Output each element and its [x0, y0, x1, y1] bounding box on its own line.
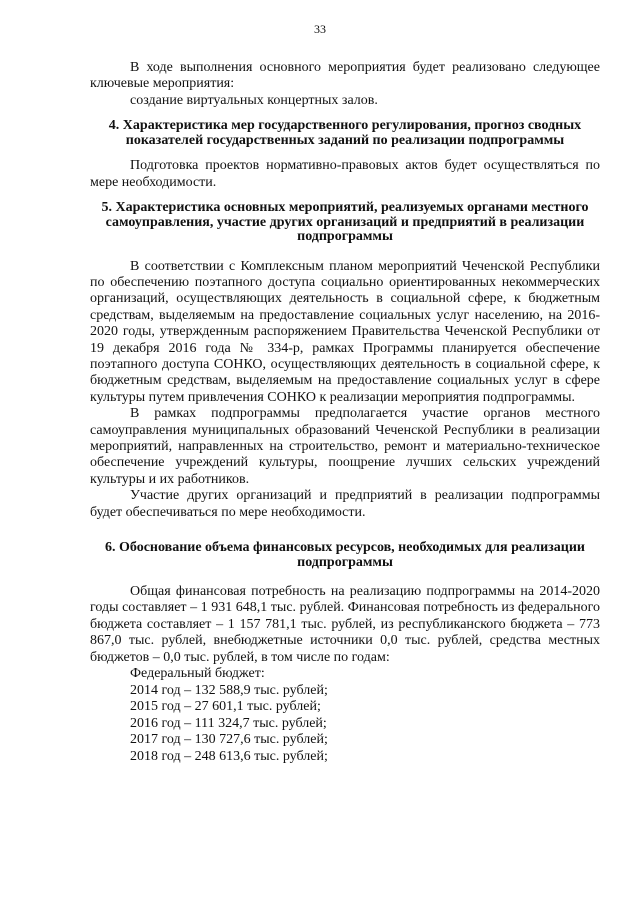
year-row-2018: 2018 год – 248 613,6 тыс. рублей; — [130, 749, 328, 765]
year-row-2014: 2014 год – 132 588,9 тыс. рублей; — [130, 682, 328, 698]
paragraph-financing: Общая финансовая потребность на реализацию подпрограммы на 2014-2020 годы составляет – 1 931 648,1 тыс. рублей. Финансовая потребность из федерального бюджета составляет – 1 157 781,1 тыс. рублей, из республиканского бюджета – 773 867,0 тыс. рублей, внебюджетные источники 0,0 тыс. рублей, средства местных бюджетов – 0,0 тыс. рублей, в том числе по годам: — [90, 584, 600, 665]
year-row-2017: 2017 год – 130 727,6 тыс. рублей; — [130, 732, 328, 748]
page-number: 33 — [314, 22, 326, 36]
heading-section-5: 5. Характеристика основных мероприятий, реализуемых органами местного самоуправления, участие других организаций и предприятий в реализации подпрограммы — [101, 200, 589, 245]
heading-section-6: 6. Обоснование объема финансовых ресурсов, необходимых для реализации подпрограммы — [105, 540, 585, 570]
document-body — [90, 60, 600, 766]
federal-budget-list — [90, 666, 600, 766]
paragraph-local-government: В рамках подпрограммы предполагается участие органов местного самоуправления муниципальных образований Чеченской Республики в реализации мероприятий, направленных на строительство, ремонт и материально-техническое обеспечение учреждений культуры, поощрение лучших сельских учреждений культуры и их работников. — [90, 406, 600, 487]
paragraph-legal-acts: Подготовка проектов нормативно-правовых актов будет осуществляться по мере необходимости. — [90, 158, 600, 190]
paragraph-sonko-plan: В соответствии с Комплексным планом мероприятий Чеченской Республики по обеспечению поэтапного доступа социально ориентированных некоммерческих организаций, осуществляющих деятельность в социальной сфере, к бюджетным средствам, выделяемым на предоставление социальных услуг населению, на 2016-2020 годы, утвержденным распоряжением Правительства Чеченской Республики от 19 декабря 2016 года № 334-р, рамках Программы планируется обеспечение поэтапного доступа СОНКО, осуществляющих деятельность в социальной сфере, к бюджетным средствам, выделяемым на предоставление социальных услуг в сфере культуры путем привлечения СОНКО к реализации мероприятия подпрограммы. — [90, 258, 600, 405]
paragraph-virtual-halls: создание виртуальных концертных залов. — [130, 92, 378, 108]
year-row-2015: 2015 год – 27 601,1 тыс. рублей; — [130, 699, 321, 715]
federal-budget-label: Федеральный бюджет: — [130, 666, 265, 682]
heading-section-4: 4. Характеристика мер государственного регулирования, прогноз сводных показателей государственных заданий по реализации подпрограммы — [108, 118, 582, 148]
paragraph-other-organizations: Участие других организаций и предприятий в реализации подпрограммы будет обеспечиваться по мере необходимости. — [90, 488, 600, 520]
paragraph-activities-intro: В ходе выполнения основного мероприятия будет реализовано следующее ключевые мероприятия: — [90, 60, 600, 92]
year-row-2016: 2016 год – 111 324,7 тыс. рублей; — [130, 715, 327, 731]
